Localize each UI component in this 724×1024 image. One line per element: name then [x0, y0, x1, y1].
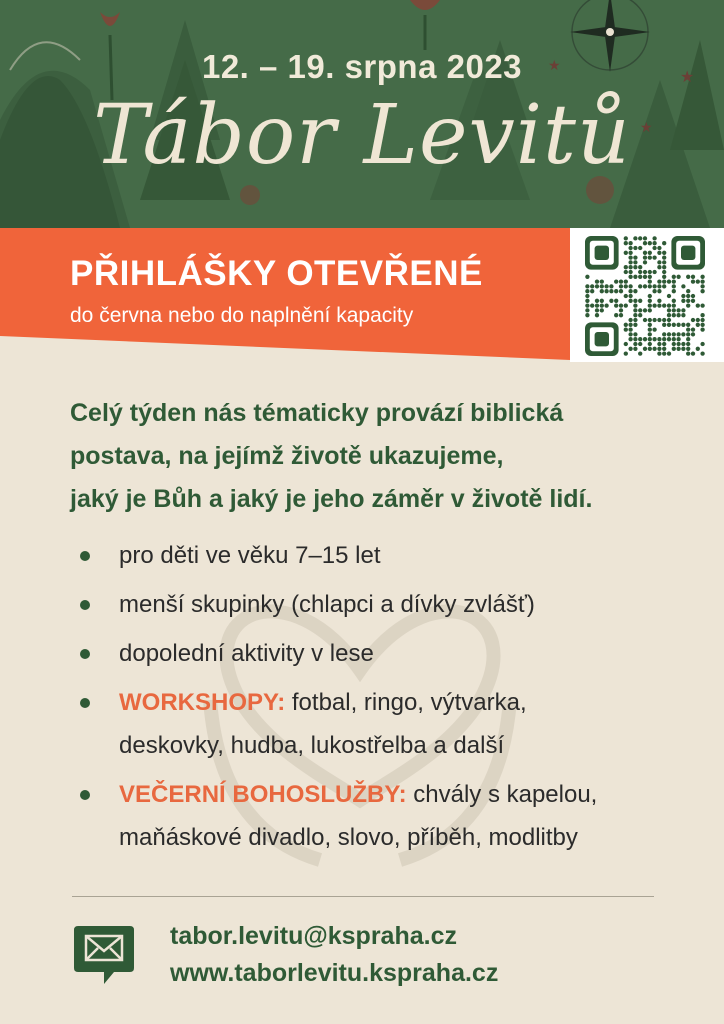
header-banner: [0, 0, 724, 228]
svg-text:★: ★: [680, 69, 695, 86]
svg-text:★: ★: [548, 57, 561, 73]
list-item-highlight: WORKSHOPY:: [119, 689, 286, 716]
list-item-text: menší skupinky (chlapci a dívky zvlášť): [119, 591, 535, 618]
list-item-text: dopolední aktivity v lese: [119, 640, 374, 667]
intro-line: jaký je Bůh a jaký je jeho záměr v životě lidí.: [70, 485, 593, 513]
list-item-text: deskovky, hudba, lukostřelba a další: [119, 732, 505, 759]
contact-website[interactable]: www.taborlevitu.kspraha.cz: [170, 959, 499, 987]
registration-title: PŘIHLÁŠKY OTEVŘENÉ: [70, 254, 483, 293]
contact-email[interactable]: tabor.levitu@kspraha.cz: [170, 922, 457, 950]
intro-line: postava, na jejímž životě ukazujeme,: [70, 442, 504, 470]
bullet-dot: [80, 698, 90, 708]
list-item: [74, 632, 674, 675]
mail-icon: [72, 924, 136, 988]
bullet-dot: [80, 649, 90, 659]
list-item-text: pro děti ve věku 7–15 let: [119, 542, 381, 569]
bullet-dot: [80, 790, 90, 800]
event-dates: 12. – 19. srpna 2023: [201, 48, 523, 85]
list-item: [74, 681, 674, 767]
list-item-text: maňáskové divadlo, slovo, příběh, modlitby: [119, 824, 578, 851]
intro-paragraph: [70, 392, 690, 521]
divider: [72, 896, 654, 897]
list-item: [74, 534, 674, 577]
qr-code[interactable]: [570, 228, 724, 362]
bullet-dot: [80, 600, 90, 610]
page-title: Tábor Levitů: [93, 88, 631, 183]
list-item-text: chvály s kapelou,: [406, 781, 598, 808]
list-item: [74, 773, 674, 859]
bullet-dot: [80, 551, 90, 561]
svg-text:★: ★: [640, 119, 653, 135]
intro-line: Celý týden nás tématicky provází biblická: [70, 399, 564, 427]
list-item-text: fotbal, ringo, výtvarka,: [285, 689, 527, 716]
registration-subtitle: do června nebo do naplnění kapacity: [70, 304, 414, 327]
qr-code-icon: [585, 236, 707, 356]
contact-info: [170, 918, 498, 992]
list-item-highlight: VEČERNÍ BOHOSLUŽBY:: [119, 781, 407, 808]
feature-list: [74, 534, 674, 865]
list-item: [74, 583, 674, 626]
